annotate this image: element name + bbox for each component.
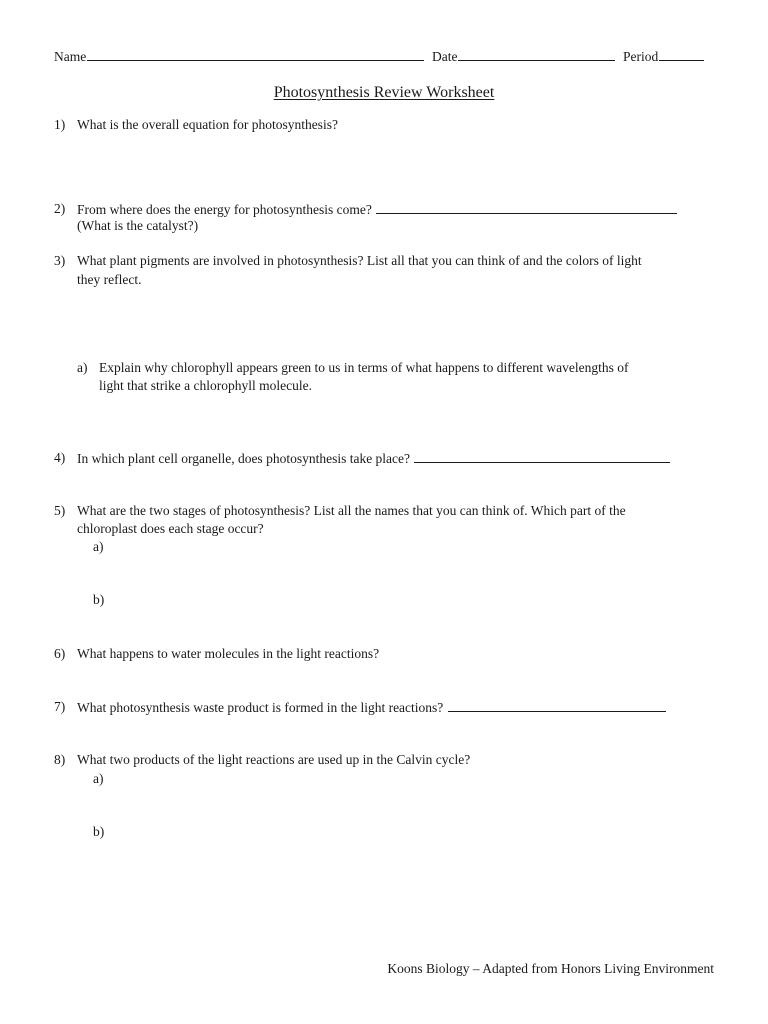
question-2-text: From where does the energy for photosynthesis come? bbox=[77, 202, 372, 217]
question-5-number: 5) bbox=[54, 503, 66, 518]
period-blank[interactable] bbox=[659, 47, 704, 61]
date-blank[interactable] bbox=[458, 47, 615, 61]
question-5a-label: a) bbox=[93, 539, 104, 554]
question-5-line-2: chloroplast does each stage occur? bbox=[77, 521, 264, 536]
name-blank[interactable] bbox=[87, 47, 424, 61]
question-8-text: What two products of the light reactions are used up in the Calvin cycle? bbox=[77, 752, 471, 767]
question-3-line-2: they reflect. bbox=[77, 272, 142, 287]
question-3a-label: a) bbox=[77, 360, 88, 375]
question-8a-label: a) bbox=[93, 771, 104, 786]
question-1-text: What is the overall equation for photosynthesis? bbox=[77, 117, 338, 132]
question-3a-line-2: light that strike a chlorophyll molecule. bbox=[99, 378, 312, 393]
question-3-number: 3) bbox=[54, 253, 66, 268]
question-4-answer-blank[interactable] bbox=[414, 449, 670, 463]
question-1-number: 1) bbox=[54, 117, 66, 132]
page-title: Photosynthesis Review Worksheet bbox=[273, 84, 495, 101]
question-4-row bbox=[77, 449, 670, 468]
question-8-number: 8) bbox=[54, 752, 66, 767]
question-2-answer-blank[interactable] bbox=[376, 200, 677, 214]
name-field[interactable] bbox=[54, 47, 424, 66]
question-7-number: 7) bbox=[54, 699, 66, 714]
question-7-text: What photosynthesis waste product is formed in the light reactions? bbox=[77, 700, 444, 715]
question-5b-label: b) bbox=[93, 592, 105, 607]
date-label: Date bbox=[432, 49, 458, 64]
name-label: Name bbox=[54, 49, 87, 64]
question-8b-label: b) bbox=[93, 824, 105, 839]
date-field[interactable] bbox=[432, 47, 615, 66]
question-2-subtext: (What is the catalyst?) bbox=[77, 218, 199, 233]
question-4-number: 4) bbox=[54, 450, 66, 465]
question-6-number: 6) bbox=[54, 646, 66, 661]
footer-credit: Koons Biology – Adapted from Honors Living Environment bbox=[387, 961, 714, 976]
question-3-line-1: What plant pigments are involved in photosynthesis? List all that you can think of and the colors of light bbox=[77, 253, 642, 268]
question-5-line-1: What are the two stages of photosynthesis? List all the names that you can think of. Which part of the bbox=[77, 503, 626, 518]
question-4-text: In which plant cell organelle, does photosynthesis take place? bbox=[77, 451, 411, 466]
question-6-text: What happens to water molecules in the light reactions? bbox=[77, 646, 380, 661]
question-7-row bbox=[77, 698, 666, 717]
question-2-number: 2) bbox=[54, 201, 66, 216]
question-7-answer-blank[interactable] bbox=[448, 698, 666, 712]
period-label: Period bbox=[623, 49, 659, 64]
period-field[interactable] bbox=[623, 47, 704, 66]
question-3a-line-1: Explain why chlorophyll appears green to us in terms of what happens to different wavelengths of bbox=[99, 360, 629, 375]
